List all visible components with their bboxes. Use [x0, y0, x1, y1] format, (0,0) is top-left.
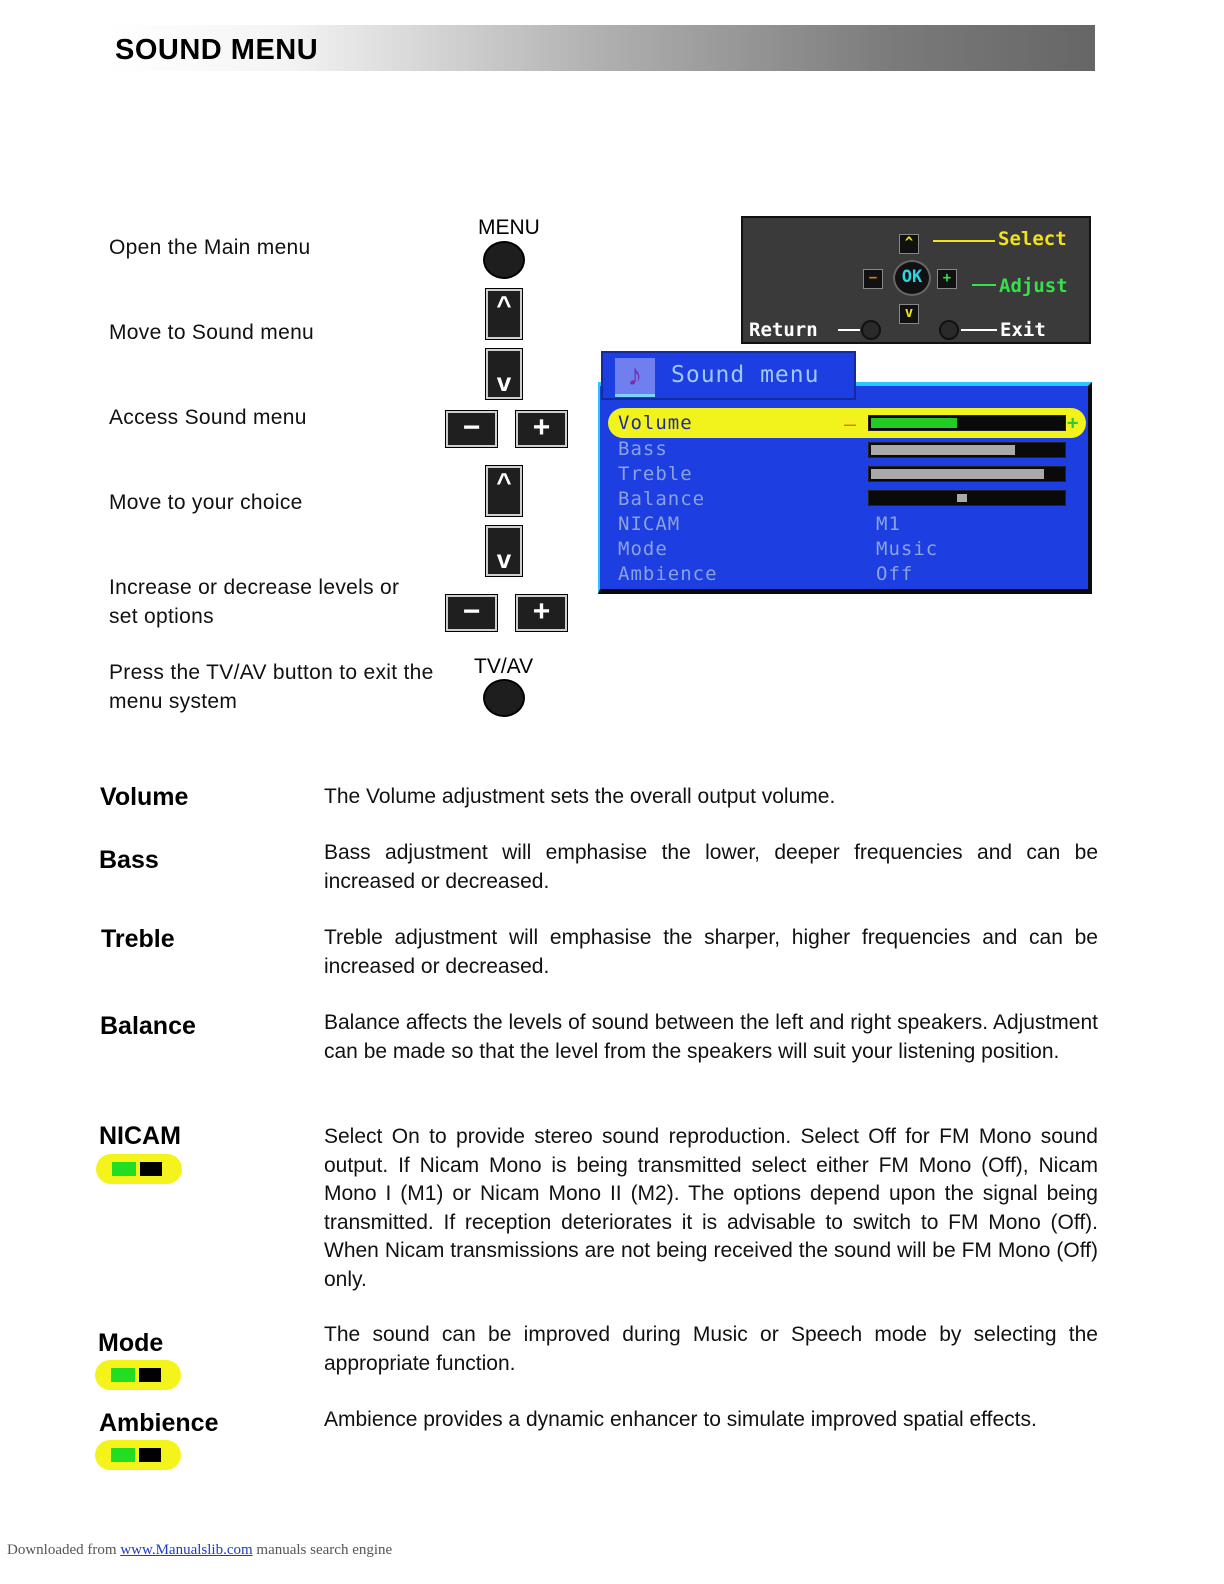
menu-item-bass[interactable]: Bass [618, 438, 668, 460]
legend-select: Select [998, 228, 1067, 250]
volume-level-bar [868, 415, 1066, 431]
menu-item-ambience[interactable]: Ambience [618, 563, 718, 585]
desc-nicam: Select On to provide stereo sound reproduction. Select Off for FM Mono sound output. If Nicam Mono is being transmitted select either FM Mono (Off), Nicam Mono I (M1) or Nicam Mono II (M2). The options depend upon the signal being transmitted. If reception deteriorates it is advisable to switch to FM Mono (Off). When Nicam transmissions are not being received the sound will be FM Mono (Off) only. [324, 1125, 1098, 1291]
remote-legend-panel [741, 216, 1091, 344]
menu-item-treble[interactable]: Treble [618, 463, 693, 485]
return-leader-line [838, 329, 860, 331]
ambience-colour-key-icon [95, 1440, 181, 1470]
page-title: SOUND MENU [115, 34, 319, 66]
step-move-to-choice: Move to your choice [109, 491, 303, 514]
step-exit-menu: Press the TV/AV button to exit the menu system [109, 661, 434, 713]
mode-colour-key-icon [95, 1360, 181, 1390]
term-nicam: NICAM [99, 1122, 181, 1150]
footer-prefix: Downloaded from [7, 1542, 121, 1558]
exit-leader-line [961, 329, 997, 331]
bass-level-fill [871, 445, 1015, 455]
return-button-icon [861, 320, 881, 340]
exit-button-icon [939, 320, 959, 340]
tab-icon-underline [615, 394, 655, 397]
bass-level-bar [868, 442, 1066, 458]
up-arrow-button-icon: ^ [486, 466, 522, 516]
plus-icon: + [937, 269, 957, 289]
minus-button-icon: − [446, 595, 497, 631]
plus-button-icon: + [516, 411, 567, 447]
down-arrow-button-icon: v [486, 349, 522, 399]
step-move-to-sound-menu: Move to Sound menu [109, 321, 315, 344]
plus-button-icon: + [516, 595, 567, 631]
legend-return: Return [749, 319, 818, 341]
legend-adjust: Adjust [999, 275, 1068, 297]
sound-menu-title: Sound menu [671, 362, 820, 388]
menu-button-icon [483, 241, 525, 279]
tvav-button-icon [483, 679, 525, 717]
desc-treble: Treble adjustment will emphasise the sharper, higher frequencies and can be increased or decreased. [324, 926, 1098, 978]
desc-ambience: Ambience provides a dynamic enhancer to simulate improved spatial effects. [324, 1408, 1037, 1431]
balance-marker [957, 494, 967, 502]
up-arrow-icon: ^ [899, 234, 919, 254]
volume-minus-indicator: – [844, 412, 857, 436]
menu-item-nicam[interactable]: NICAM [618, 513, 681, 535]
minus-icon: − [863, 269, 883, 289]
term-mode: Mode [98, 1329, 164, 1357]
ambience-value: Off [876, 563, 914, 585]
desc-volume: The Volume adjustment sets the overall output volume. [324, 785, 836, 808]
mode-value: Music [876, 538, 939, 560]
menu-item-volume[interactable]: Volume [618, 412, 693, 434]
menu-item-mode[interactable]: Mode [618, 538, 668, 560]
treble-level-fill [871, 469, 1044, 479]
desc-mode: The sound can be improved during Music or Speech mode by selecting the appropriate function. [324, 1323, 1098, 1375]
balance-bar [868, 490, 1066, 506]
term-balance: Balance [100, 1012, 196, 1040]
adjust-leader-line [972, 284, 996, 286]
sound-menu-screen [598, 382, 1092, 594]
select-leader-line [933, 240, 995, 242]
tvav-button-label: TV/AV [474, 655, 534, 678]
sound-menu-tab [601, 351, 856, 400]
music-note-icon: ♪ [615, 358, 655, 394]
term-volume: Volume [100, 783, 189, 811]
down-arrow-icon: v [899, 304, 919, 324]
nicam-value: M1 [876, 513, 901, 535]
menu-item-balance[interactable]: Balance [618, 488, 706, 510]
volume-plus-indicator: + [1067, 412, 1079, 434]
down-arrow-button-icon: v [486, 526, 522, 576]
header-bar [107, 25, 1095, 71]
volume-level-fill [871, 418, 957, 428]
treble-level-bar [868, 466, 1066, 482]
step-access-sound-menu: Access Sound menu [109, 406, 307, 429]
ok-icon: OK [893, 260, 931, 296]
manualslib-link[interactable]: www.Manualslib.com [120, 1542, 253, 1558]
desc-bass: Bass adjustment will emphasise the lower, deeper frequencies and can be increased or decreased. [324, 841, 1098, 893]
menu-button-label: MENU [478, 216, 540, 239]
desc-balance: Balance affects the levels of sound between the left and right speakers. Adjustment can be made so that the level from the speakers will suit your listening position. [324, 1011, 1098, 1063]
step-adjust-levels: Increase or decrease levels or set options [109, 576, 400, 628]
term-bass: Bass [99, 846, 159, 874]
legend-exit: Exit [1000, 319, 1046, 341]
footer [7, 1542, 392, 1559]
step-open-main-menu: Open the Main menu [109, 236, 311, 259]
minus-button-icon: − [446, 411, 497, 447]
up-arrow-button-icon: ^ [486, 289, 522, 339]
nicam-colour-key-icon [96, 1154, 182, 1184]
term-treble: Treble [101, 925, 175, 953]
footer-suffix: manuals search engine [252, 1542, 393, 1558]
term-ambience: Ambience [99, 1409, 219, 1437]
